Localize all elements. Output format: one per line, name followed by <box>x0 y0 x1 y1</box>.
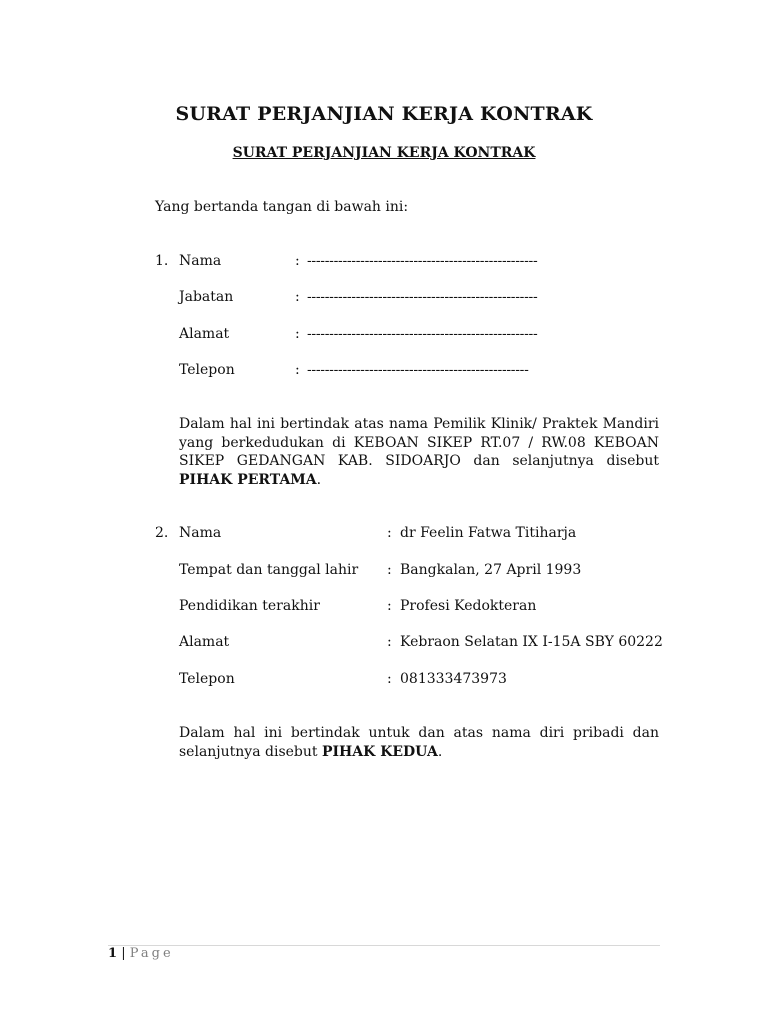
party2-education-colon: : <box>387 598 392 614</box>
intro-text: Yang bertanda tangan di bawah ini: <box>155 199 409 215</box>
footer-page-number: 1 <box>108 946 118 961</box>
party2-education-label: Pendidikan terakhir <box>179 598 320 614</box>
party1-name-label: Nama <box>179 253 222 269</box>
party1-address-colon: : <box>295 326 300 342</box>
party1-name-colon: : <box>295 253 300 269</box>
party2-address-label: Alamat <box>179 634 230 650</box>
footer-page-label: Page <box>129 946 174 961</box>
party1-address-label: Alamat <box>179 326 230 342</box>
party1-position-value: ---------------------------------------------------- <box>307 289 538 305</box>
party1-paragraph-end: . <box>316 471 322 488</box>
document-subtitle: SURAT PERJANJIAN KERJA KONTRAK <box>232 145 536 161</box>
party2-phone-value: 081333473973 <box>400 671 507 687</box>
party2-name-value: dr Feelin Fatwa Titiharja <box>400 525 577 541</box>
party1-paragraph-text: Dalam hal ini bertindak atas nama Pemilik Klinik/ Praktek Mandiri yang berkedudukan di KEBOAN SIKEP RT.07 / RW.08 KEBOAN SIKEP GEDANGAN KAB. SIDOARJO dan selanjutnya disebut <box>179 416 659 469</box>
party2-birth-label: Tempat dan tanggal lahir <box>179 562 359 578</box>
party2-phone-label: Telepon <box>179 671 235 687</box>
party2-paragraph-text: Dalam hal ini bertindak untuk dan atas nama diri pribadi dan selanjutnya disebut <box>179 725 659 760</box>
document-title: SURAT PERJANJIAN KERJA KONTRAK <box>175 103 593 125</box>
party1-phone-colon: : <box>295 362 300 378</box>
footer-separator: | <box>121 946 126 961</box>
party2-address-value: Kebraon Selatan IX I-15A SBY 60222 <box>400 634 663 650</box>
party1-name-value: ---------------------------------------------------- <box>307 253 538 269</box>
party1-address-value: ---------------------------------------------------- <box>307 326 538 342</box>
party2-name-label: Nama <box>179 525 222 541</box>
party2-paragraph <box>179 724 659 761</box>
party2-paragraph-end: . <box>437 743 443 760</box>
party1-phone-label: Telepon <box>179 362 235 378</box>
party2-education-value: Profesi Kedokteran <box>400 598 537 614</box>
party2-address-colon: : <box>387 634 392 650</box>
party2-role-bold: PIHAK KEDUA <box>321 743 438 760</box>
party1-role-bold: PIHAK PERTAMA <box>179 471 317 488</box>
party1-number: 1. <box>155 253 169 269</box>
party2-number: 2. <box>155 525 169 541</box>
party2-name-colon: : <box>387 525 392 541</box>
footer-divider <box>108 945 660 946</box>
party1-paragraph <box>179 415 659 489</box>
party2-phone-colon: : <box>387 671 392 687</box>
party2-birth-value: Bangkalan, 27 April 1993 <box>400 562 582 578</box>
party1-position-colon: : <box>295 289 300 305</box>
party2-birth-colon: : <box>387 562 392 578</box>
party1-position-label: Jabatan <box>179 289 234 305</box>
party1-phone-value: -------------------------------------------------- <box>307 362 529 378</box>
page-footer <box>108 946 174 961</box>
